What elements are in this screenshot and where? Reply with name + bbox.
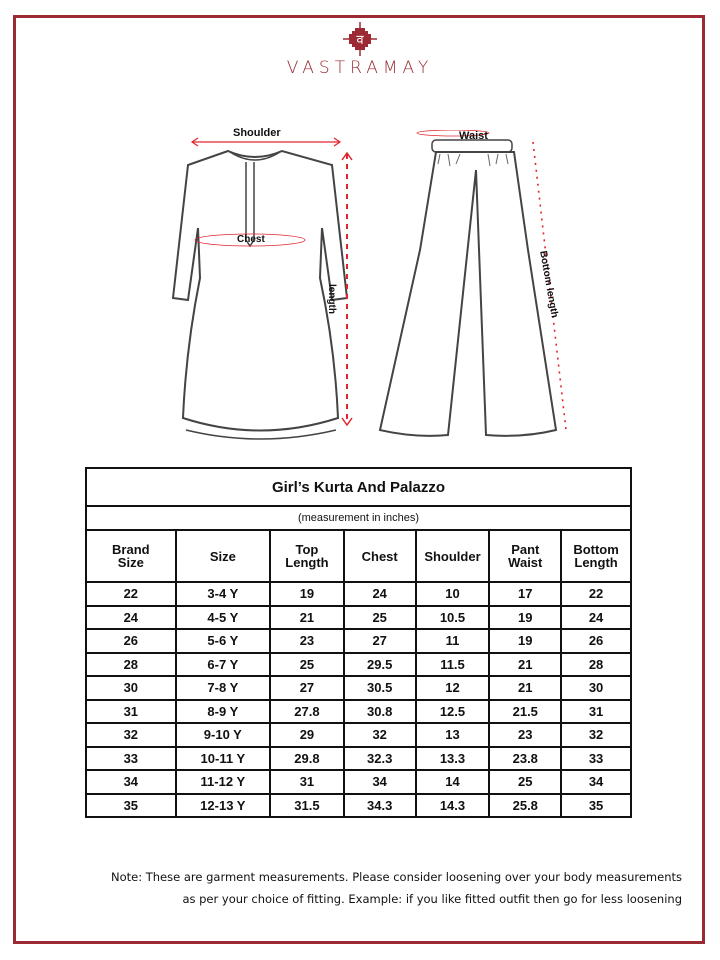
table-row xyxy=(86,606,631,630)
table-cell: 7-8 Y xyxy=(176,676,270,700)
table-cell: 32.3 xyxy=(344,747,416,771)
table-cell: 23 xyxy=(270,629,344,653)
table-cell: 27 xyxy=(344,629,416,653)
table-cell: 10-11 Y xyxy=(176,747,270,771)
table-cell: 3-4 Y xyxy=(176,582,270,606)
table-row xyxy=(86,747,631,771)
table-cell: 25 xyxy=(489,770,561,794)
bottom-length-label: Bottom length xyxy=(537,250,560,319)
table-cell: 29.8 xyxy=(270,747,344,771)
table-cell: 6-7 Y xyxy=(176,653,270,677)
table-cell: 29.5 xyxy=(344,653,416,677)
table-cell: 23 xyxy=(489,723,561,747)
table-cell: 32 xyxy=(561,723,631,747)
table-header-row xyxy=(86,530,631,582)
table-cell: 12 xyxy=(416,676,490,700)
table-cell: 19 xyxy=(270,582,344,606)
table-cell: 9-10 Y xyxy=(176,723,270,747)
table-cell: 23.8 xyxy=(489,747,561,771)
table-cell: 11 xyxy=(416,629,490,653)
table-cell: 22 xyxy=(86,582,176,606)
table-row xyxy=(86,582,631,606)
table-cell: 24 xyxy=(561,606,631,630)
table-cell: 21 xyxy=(270,606,344,630)
table-cell: 33 xyxy=(561,747,631,771)
note-line-1: Note: These are garment measurements. Please consider loosening over your body measurements xyxy=(110,870,682,884)
column-header-shoulder: Shoulder xyxy=(416,530,490,582)
table-cell: 25 xyxy=(344,606,416,630)
table-cell: 32 xyxy=(86,723,176,747)
table-cell: 34 xyxy=(344,770,416,794)
table-cell: 27 xyxy=(270,676,344,700)
table-cell: 12.5 xyxy=(416,700,490,724)
table-row xyxy=(86,723,631,747)
table-cell: 32 xyxy=(344,723,416,747)
table-cell: 31 xyxy=(561,700,631,724)
table-cell: 29 xyxy=(270,723,344,747)
svg-text:व: व xyxy=(356,33,364,48)
table-cell: 30.5 xyxy=(344,676,416,700)
table-body xyxy=(86,582,631,817)
column-header-bottom-length: Bottom Length xyxy=(561,530,631,582)
table-row xyxy=(86,629,631,653)
column-header-brand-size: Brand Size xyxy=(86,530,176,582)
table-cell: 31.5 xyxy=(270,794,344,818)
table-cell: 28 xyxy=(86,653,176,677)
table-row xyxy=(86,676,631,700)
table-cell: 17 xyxy=(489,582,561,606)
brand-name: VASTRAMAY xyxy=(286,58,434,78)
table-cell: 35 xyxy=(561,794,631,818)
column-header-top-length: Top Length xyxy=(270,530,344,582)
table-cell: 13 xyxy=(416,723,490,747)
table-subtitle: (measurement in inches) xyxy=(86,506,631,530)
table-cell: 4-5 Y xyxy=(176,606,270,630)
table-title: Girl’s Kurta And Palazzo xyxy=(86,468,631,506)
table-cell: 11-12 Y xyxy=(176,770,270,794)
table-cell: 10 xyxy=(416,582,490,606)
table-row xyxy=(86,794,631,818)
fit-note xyxy=(30,866,682,910)
table-cell: 21 xyxy=(489,653,561,677)
note-line-2: as per your choice of fitting. Example: if you like fitted outfit then go for less loosening xyxy=(182,892,682,906)
table-cell: 34 xyxy=(86,770,176,794)
table-cell: 34 xyxy=(561,770,631,794)
table-cell: 21.5 xyxy=(489,700,561,724)
table-cell: 24 xyxy=(344,582,416,606)
length-label: length xyxy=(326,284,337,314)
column-header-pant-waist: Pant Waist xyxy=(489,530,561,582)
table-cell: 31 xyxy=(86,700,176,724)
table-row xyxy=(86,653,631,677)
table-cell: 19 xyxy=(489,606,561,630)
table-cell: 33 xyxy=(86,747,176,771)
table-cell: 28 xyxy=(561,653,631,677)
table-cell: 5-6 Y xyxy=(176,629,270,653)
shoulder-arrow-icon xyxy=(192,138,340,146)
table-cell: 25 xyxy=(270,653,344,677)
table-row xyxy=(86,770,631,794)
table-cell: 14.3 xyxy=(416,794,490,818)
table-cell: 10.5 xyxy=(416,606,490,630)
table-cell: 30 xyxy=(86,676,176,700)
table-cell: 24 xyxy=(86,606,176,630)
table-cell: 14 xyxy=(416,770,490,794)
table-cell: 26 xyxy=(561,629,631,653)
shoulder-label: Shoulder xyxy=(233,127,281,139)
waist-label: Waist xyxy=(459,130,488,142)
table-cell: 21 xyxy=(489,676,561,700)
kurta-diagram xyxy=(150,118,380,448)
table-cell: 22 xyxy=(561,582,631,606)
table-cell: 26 xyxy=(86,629,176,653)
table-row xyxy=(86,700,631,724)
table-cell: 11.5 xyxy=(416,653,490,677)
table-cell: 31 xyxy=(270,770,344,794)
column-header-chest: Chest xyxy=(344,530,416,582)
table-cell: 19 xyxy=(489,629,561,653)
table-cell: 8-9 Y xyxy=(176,700,270,724)
chest-label: Chest xyxy=(237,234,265,245)
table-cell: 30.8 xyxy=(344,700,416,724)
table-cell: 30 xyxy=(561,676,631,700)
table-cell: 27.8 xyxy=(270,700,344,724)
table-cell: 35 xyxy=(86,794,176,818)
table-cell: 25.8 xyxy=(489,794,561,818)
table-cell: 34.3 xyxy=(344,794,416,818)
vastramay-logo-icon xyxy=(343,22,377,56)
palazzo-diagram xyxy=(378,130,588,440)
table-cell: 12-13 Y xyxy=(176,794,270,818)
column-header-size: Size xyxy=(176,530,270,582)
table-cell: 13.3 xyxy=(416,747,490,771)
size-chart-table xyxy=(85,467,632,818)
